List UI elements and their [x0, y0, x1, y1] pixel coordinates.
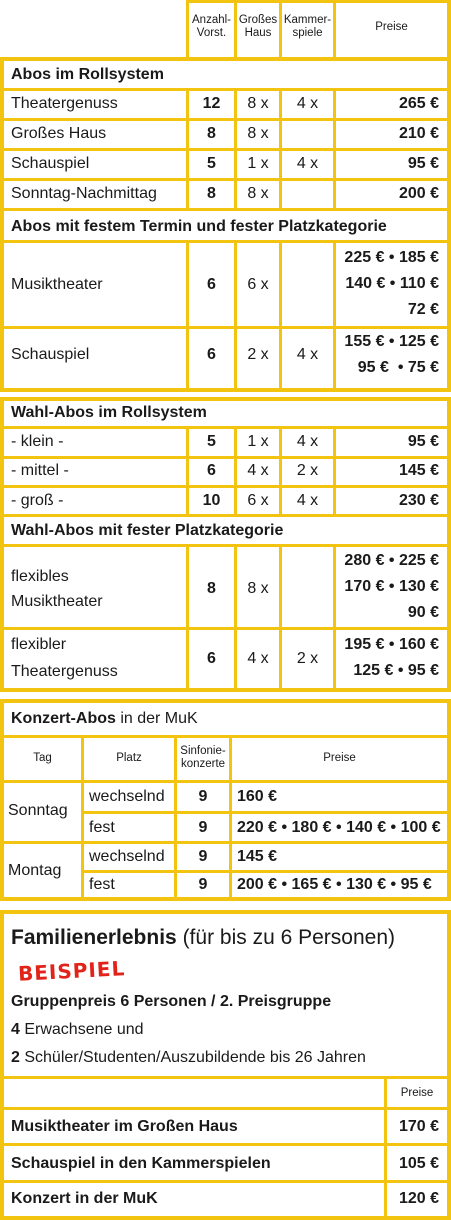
row-name: - mittel -: [11, 462, 69, 479]
familie-line: Gruppenpreis 6 Personen / 2. Preisgruppe: [11, 993, 332, 1010]
konzert-platz: wechselnd: [89, 788, 165, 805]
frame: [0, 88, 451, 91]
row-ks: 4 x: [296, 433, 319, 450]
row-gh: 8 x: [247, 125, 269, 142]
konzert-platz: wechselnd: [89, 848, 165, 865]
konzert-platz: fest: [89, 819, 115, 836]
frame: [84, 870, 451, 873]
row-name: Schauspiel: [11, 155, 90, 172]
konzert-day: Montag: [8, 862, 62, 879]
row-name: flexibler: [11, 636, 67, 653]
row-gh: 8 x: [247, 185, 269, 202]
row-count: 12: [202, 95, 221, 112]
familie-row-name: Musiktheater im Großen Haus: [11, 1118, 238, 1135]
row-name: Musiktheater: [11, 276, 103, 293]
frame: [279, 240, 282, 390]
row-gh: 1 x: [247, 155, 269, 172]
row-price: 230 €: [398, 492, 439, 509]
frame: [186, 240, 189, 390]
header-preise: Preise: [375, 21, 408, 33]
frame: [0, 544, 451, 547]
frame: [0, 688, 451, 692]
frame: [0, 897, 451, 901]
row-price: 145 €: [398, 462, 439, 479]
row-ks: 2 x: [296, 462, 319, 479]
konzert-price: 145 €: [237, 848, 278, 865]
row-ks: 4 x: [296, 492, 319, 509]
row-price: 125 € • 95 €: [353, 662, 439, 679]
row-name: Sonntag-Nachmittag: [11, 185, 157, 202]
row-price: 155 € • 125 €: [344, 333, 439, 350]
row-count: 8: [207, 125, 216, 142]
frame: [0, 426, 451, 429]
row-gh: 4 x: [247, 462, 269, 479]
familie-title: Familienerlebnis (für bis zu 6 Personen): [11, 926, 395, 949]
frame: [0, 780, 451, 783]
frame: [0, 57, 451, 61]
row-count: 6: [207, 462, 216, 479]
frame: [0, 60, 4, 392]
frame: [0, 397, 451, 401]
konzert-price: 160 €: [237, 788, 278, 805]
familie-line: 4 Erwachsene und: [11, 1021, 144, 1038]
row-price: 280 € • 225 €: [344, 552, 439, 569]
row-price: 140 € • 110 €: [345, 275, 439, 292]
header-platz: Platz: [116, 752, 142, 764]
row-gh: 4 x: [247, 650, 269, 667]
frame: [186, 544, 189, 690]
header-preise: Preise: [400, 1087, 434, 1099]
row-price: 200 €: [398, 185, 439, 202]
frame: [0, 208, 451, 211]
row-price: 95 €: [407, 155, 439, 172]
row-count: 10: [202, 492, 221, 509]
frame: [0, 735, 451, 738]
row-price: 95 € • 75 €: [357, 359, 439, 376]
row-count: 5: [207, 155, 216, 172]
frame: [0, 456, 451, 459]
konzert-count: 9: [198, 848, 208, 865]
frame: [0, 388, 451, 392]
beispiel-stamp: BEISPIEL: [17, 956, 126, 986]
konzert-title: Konzert-Abos in der MuK: [11, 710, 198, 727]
frame: [0, 514, 451, 517]
frame: [0, 699, 451, 703]
row-count: 6: [207, 346, 216, 363]
frame: [0, 910, 4, 1220]
row-gh: 8 x: [247, 580, 269, 597]
row-ks: 2 x: [296, 650, 319, 667]
row-name: Theatergenuss: [11, 95, 118, 112]
row-name: flexibles: [11, 568, 69, 585]
frame: [0, 240, 451, 243]
familie-row-name: Schauspiel in den Kammerspielen: [11, 1155, 271, 1172]
familie-line: 2 Schüler/Studenten/Auszubildende bis 26 Jahren: [11, 1049, 366, 1066]
header-preise: Preise: [323, 752, 356, 764]
row-price: 72 €: [407, 301, 439, 318]
frame: [0, 326, 451, 329]
frame: [0, 627, 451, 630]
row-gh: 1 x: [247, 433, 269, 450]
row-ks: 4 x: [296, 346, 319, 363]
frame: [186, 0, 451, 3]
konzert-price: 200 € • 165 € • 130 € • 95 €: [237, 876, 432, 893]
row-count: 8: [207, 580, 216, 597]
frame: [234, 544, 237, 690]
row-price: 265 €: [398, 95, 439, 112]
konzert-count: 9: [198, 788, 208, 805]
header-kammerspiele: Kammer- spiele: [283, 14, 332, 39]
frame: [0, 148, 451, 151]
frame: [0, 910, 451, 914]
frame: [279, 544, 282, 690]
konzert-price: 220 € • 180 € • 140 € • 100 €: [237, 819, 441, 836]
frame: [447, 910, 451, 1220]
header-anzahl: Anzahl- Vorst.: [192, 14, 231, 39]
section-title: Abos im Rollsystem: [11, 66, 164, 83]
row-ks: 4 x: [296, 95, 319, 112]
konzert-platz: fest: [89, 876, 115, 893]
header-sinfoniekonzerte: Sinfonie- konzerte: [180, 745, 226, 770]
konzert-count: 9: [198, 876, 208, 893]
konzert-day: Sonntag: [8, 802, 68, 819]
row-gh: 6 x: [247, 276, 269, 293]
row-price: 170 € • 130 €: [344, 578, 439, 595]
row-ks: 4 x: [296, 155, 319, 172]
frame: [0, 178, 451, 181]
row-name: Musiktheater: [11, 593, 103, 610]
frame: [0, 841, 451, 844]
row-gh: 6 x: [247, 492, 269, 509]
frame: [0, 699, 4, 901]
konzert-count: 9: [198, 819, 208, 836]
row-name: - klein -: [11, 433, 64, 450]
frame: [84, 811, 451, 814]
row-price: 195 € • 160 €: [344, 636, 439, 653]
row-count: 8: [207, 185, 216, 202]
row-price: 225 € • 185 €: [344, 249, 439, 266]
row-name: Theatergenuss: [11, 663, 118, 680]
header-grosses-haus: Großes Haus: [238, 14, 278, 39]
section-title: Wahl-Abos mit fester Platzkategorie: [11, 522, 284, 539]
familie-row-price: 105 €: [398, 1155, 439, 1172]
header-tag: Tag: [33, 752, 52, 764]
familie-row-price: 120 €: [398, 1190, 439, 1207]
row-count: 6: [207, 650, 216, 667]
row-count: 5: [207, 433, 216, 450]
row-name: Großes Haus: [11, 125, 107, 142]
row-count: 6: [207, 276, 216, 293]
familie-row-price: 170 €: [398, 1118, 439, 1135]
row-price: 90 €: [407, 604, 439, 621]
frame: [0, 118, 451, 121]
row-price: 210 €: [398, 125, 439, 142]
row-gh: 8 x: [247, 95, 269, 112]
frame: [234, 240, 237, 390]
familie-row-name: Konzert in der MuK: [11, 1190, 158, 1207]
row-price: 95 €: [407, 433, 439, 450]
row-name: Schauspiel: [11, 346, 90, 363]
row-gh: 2 x: [247, 346, 269, 363]
section-title: Wahl-Abos im Rollsystem: [11, 404, 207, 421]
row-name: - groß -: [11, 492, 64, 509]
section-title: Abos mit festem Termin und fester Platzkategorie: [11, 218, 387, 235]
frame: [0, 485, 451, 488]
